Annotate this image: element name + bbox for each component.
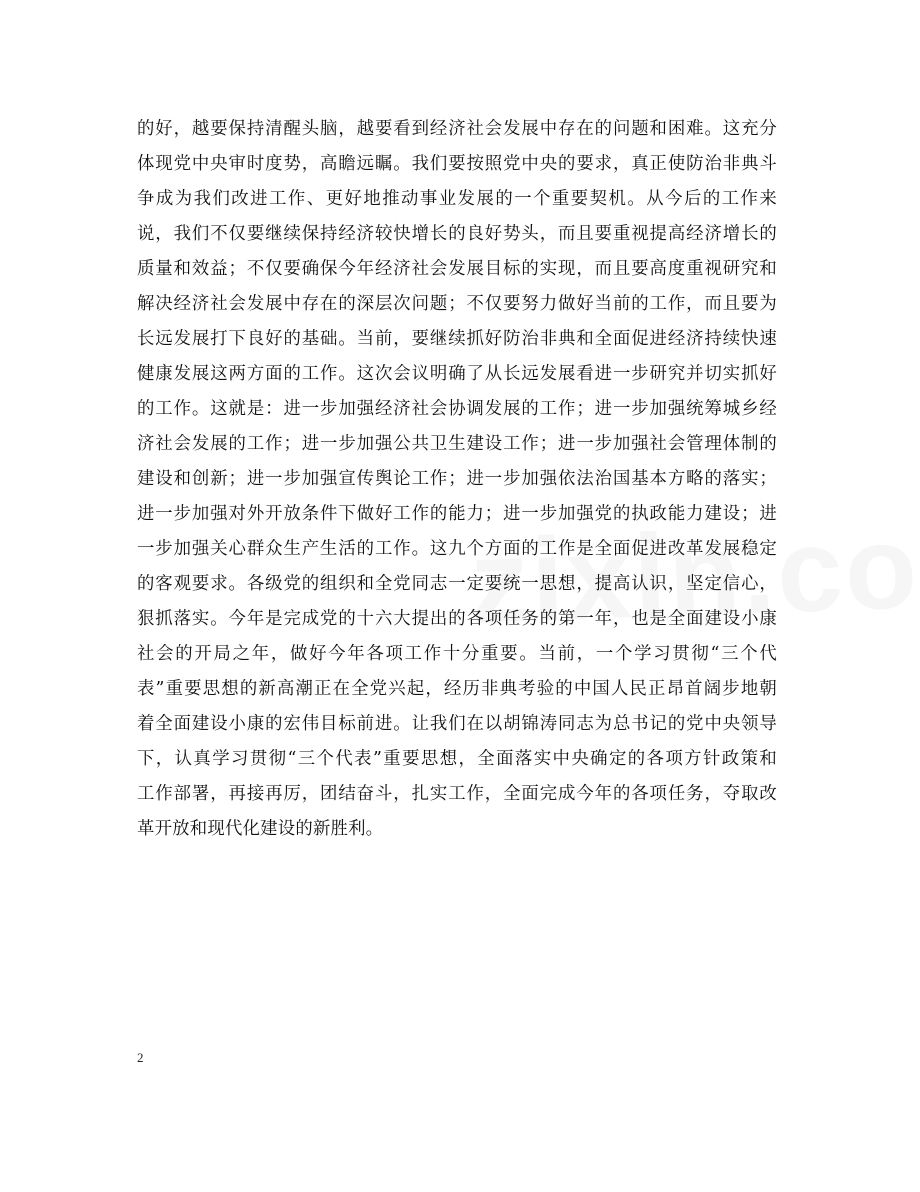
text-line: 体现党中央审时度势，高瞻远瞩。我们要按照党中央的要求，真正使防治非典斗 bbox=[137, 154, 777, 174]
text-line: 建设和创新；进一步加强宣传舆论工作；进一步加强依法治国基本方略的落实； bbox=[137, 469, 777, 489]
text-line: 争成为我们改进工作、更好地推动事业发展的一个重要契机。从今后的工作来 bbox=[137, 189, 777, 209]
text-line: 济社会发展的工作；进一步加强公共卫生建设工作；进一步加强社会管理体制的 bbox=[137, 434, 777, 454]
text-line: 健康发展这两方面的工作。这次会议明确了从长远发展看进一步研究并切实抓好 bbox=[137, 364, 777, 384]
text-line: 质量和效益；不仅要确保今年经济社会发展目标的实现，而且要高度重视研究和 bbox=[137, 259, 777, 279]
text-line: 一步加强关心群众生产生活的工作。这九个方面的工作是全面促进改革发展稳定 bbox=[137, 539, 777, 559]
text-line-last: 革开放和现代化建设的新胜利。 bbox=[137, 819, 384, 839]
text-line: 解决经济社会发展中存在的深层次问题；不仅要努力做好当前的工作，而且要为 bbox=[137, 294, 777, 314]
text-line: 的工作。这就是：进一步加强经济社会协调发展的工作；进一步加强统筹城乡经 bbox=[137, 399, 777, 419]
text-line: 下，认真学习贯彻“三个代表”重要思想，全面落实中央确定的各项方针政策和 bbox=[137, 749, 777, 769]
body-paragraph bbox=[137, 112, 777, 847]
text-line: 进一步加强对外开放条件下做好工作的能力；进一步加强党的执政能力建设；进 bbox=[137, 504, 777, 524]
text-line: 狠抓落实。今年是完成党的十六大提出的各项任务的第一年，也是全面建设小康 bbox=[137, 609, 777, 629]
text-line: 的好，越要保持清醒头脑，越要看到经济社会发展中存在的问题和困难。这充分 bbox=[137, 119, 777, 139]
text-line: 长远发展打下良好的基础。当前，要继续抓好防治非典和全面促进经济持续快速 bbox=[137, 329, 777, 349]
text-line: 表”重要思想的新高潮正在全党兴起，经历非典考验的中国人民正昂首阔步地朝 bbox=[137, 679, 777, 699]
text-line: 的客观要求。各级党的组织和全党同志一定要统一思想，提高认识，坚定信心， bbox=[137, 574, 777, 594]
text-line: 社会的开局之年，做好今年各项工作十分重要。当前，一个学习贯彻“三个代 bbox=[137, 644, 777, 664]
page-number: 2 bbox=[137, 1050, 144, 1065]
text-line: 着全面建设小康的宏伟目标前进。让我们在以胡锦涛同志为总书记的党中央领导 bbox=[137, 714, 777, 734]
text-line: 说，我们不仅要继续保持经济较快增长的良好势头，而且要重视提高经济增长的 bbox=[137, 224, 777, 244]
text-line: 工作部署，再接再厉，团结奋斗，扎实工作，全面完成今年的各项任务，夺取改 bbox=[137, 784, 777, 804]
